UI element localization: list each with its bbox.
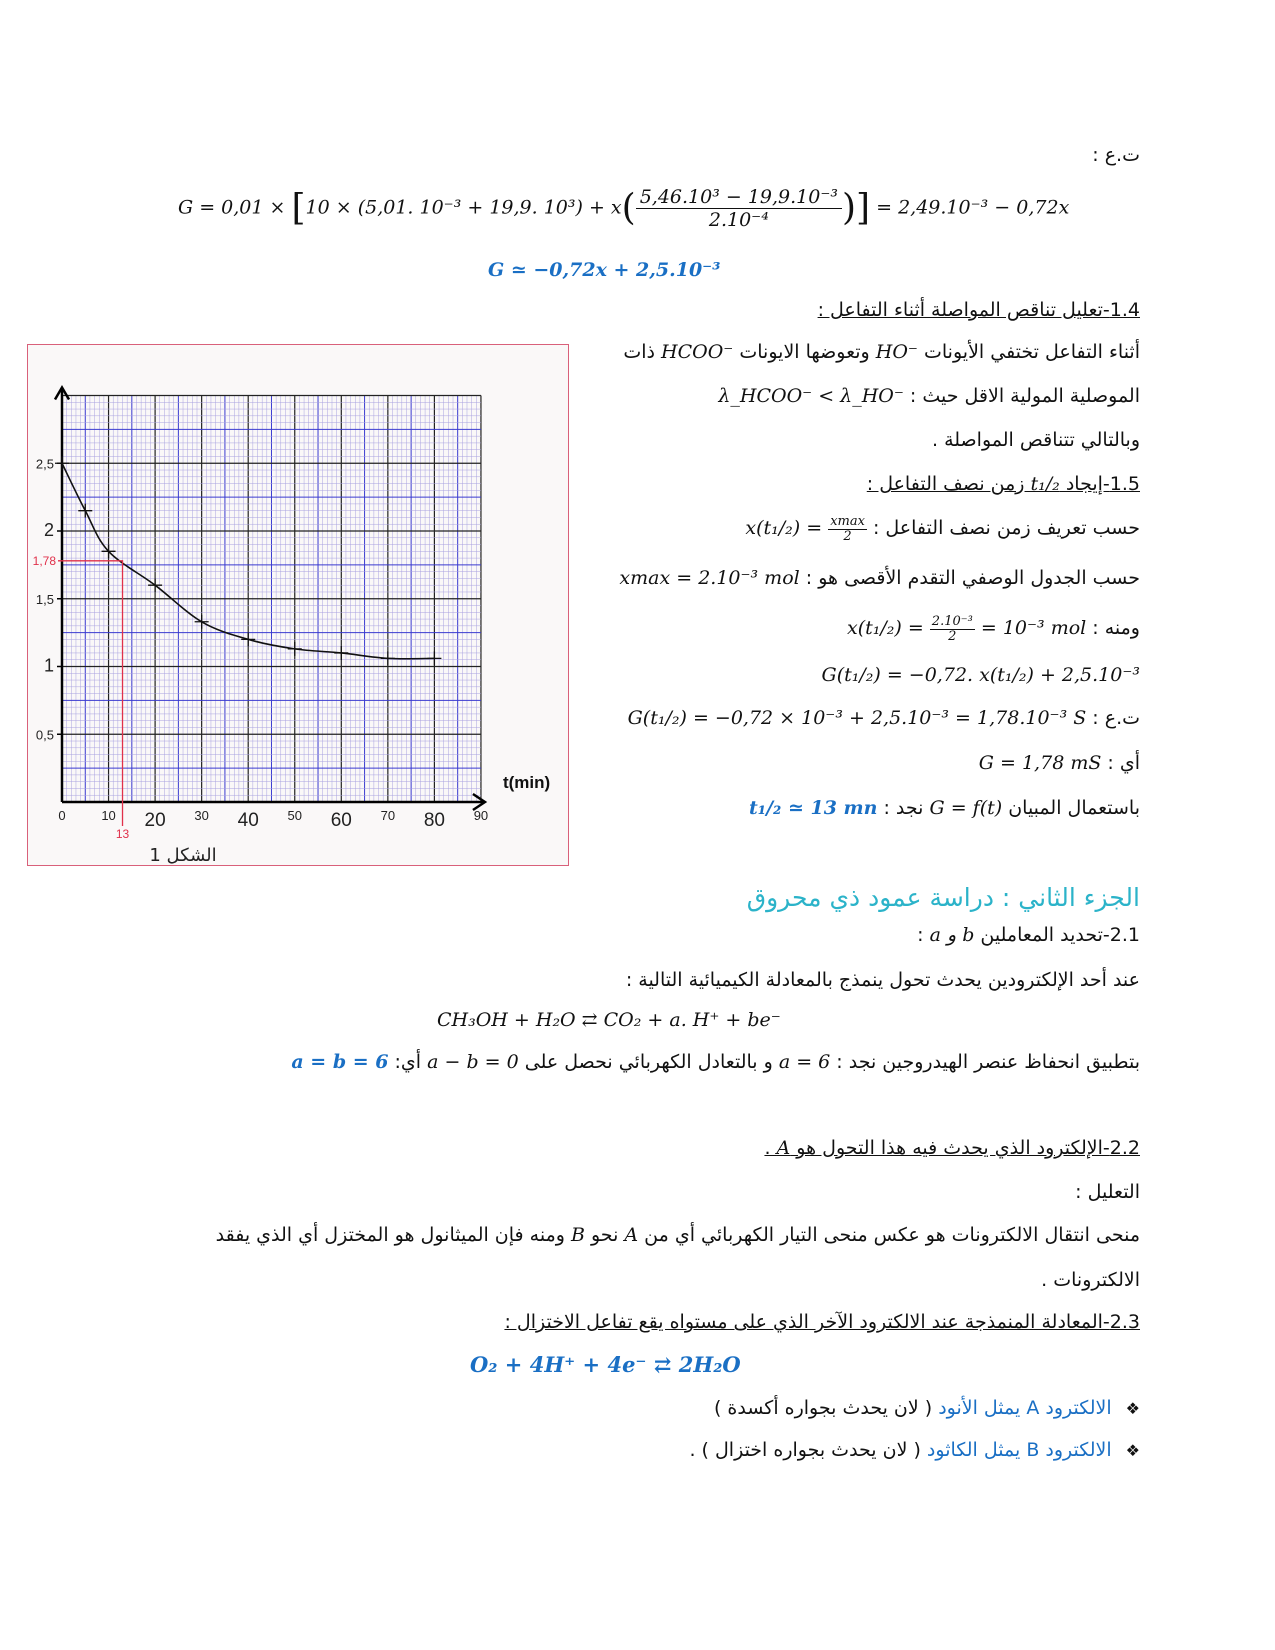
formula-fraction: [636, 186, 842, 231]
annotation-x-label: 13: [115, 827, 130, 841]
formula-conductance: [178, 186, 1069, 231]
text-line: الموصلية المولية الاقل حيث : λ_HCOO⁻ < λ_HO⁻: [718, 385, 1140, 407]
figure-caption: الشكل 1: [149, 845, 217, 865]
text-line: حسب الجدول الوصفي التقدم الأقصى هو : xmax = 2.10⁻³ mol: [619, 567, 1140, 589]
bracket: (: [621, 187, 636, 229]
x-axis-label: t(min): [502, 773, 551, 792]
x-tick-label: 10: [101, 808, 116, 823]
text-line: ومنه : x(t₁/₂) = $\frac{\text{2.10⁻³}}{2}$ = 10⁻³ mol: [846, 613, 1140, 644]
bullet-item: ❖الالكترود B يمثل الكاثود ( لان يحدث بجواره اختزال ) .: [689, 1439, 1140, 1461]
text-line: ت.ع : G(t₁/₂) = −0,72 × 10⁻³ + 2,5.10⁻³ = 1,78.10⁻³ S: [627, 707, 1140, 729]
x-tick-label: 90: [473, 808, 489, 823]
text-line: G(t₁/₂) = −0,72. x(t₁/₂) + 2,5.10⁻³: [821, 664, 1140, 686]
text-line: باستعمال المبيان G = f(t) نجد : t₁/₂ ≃ 13 mn: [748, 797, 1140, 819]
x-tick-label: 70: [380, 808, 396, 823]
diamond-bullet-icon: ❖: [1125, 1399, 1140, 1418]
text-line: حسب تعريف زمن نصف التفاعل : x(t₁/₂) = $\frac{xmax}{2}$: [745, 513, 1140, 544]
section-2-3-title: 2.3-المعادلة المنمذجة عند الالكترود الآخر الذي على مستواه يقع تفاعل الاختزال :: [504, 1311, 1140, 1333]
bullet-item: ❖الالكترود A يمثل الأنود ( لان يحدث بجواره أكسدة ): [713, 1397, 1140, 1419]
ta-label: ت.ع :: [1092, 144, 1140, 166]
text-line: أي : G = 1,78 mS: [978, 752, 1140, 774]
section-1-4-title: 1.4-تعليل تناقص المواصلة أثناء التفاعل :: [817, 299, 1140, 321]
x-tick-label: 30: [194, 808, 209, 823]
conductance-graph: [27, 344, 569, 866]
bracket: [: [291, 187, 306, 229]
y-tick-label: 2: [43, 520, 54, 540]
fraction-numerator: 5,46.10³ − 19,9.10⁻³: [636, 186, 842, 209]
diamond-bullet-icon: ❖: [1125, 1441, 1140, 1460]
section-2-2-title: 2.2-الإلكترود الذي يحدث فيه هذا التحول هو A .: [764, 1137, 1140, 1159]
x-tick-label: 50: [287, 808, 302, 823]
formula-inner: 10 × (5,01. 10⁻³ + 19,9. 10³) + x: [305, 196, 622, 219]
text-line: وبالتالي تتناقص المواصلة .: [931, 429, 1140, 451]
section-1-5-title: 1.5-إيجاد t₁/₂ زمن نصف التفاعل :: [866, 473, 1140, 495]
y-tick-label: 1,5: [35, 591, 54, 607]
result-formula: G ≃ −0,72x + 2,5.10⁻³: [488, 259, 721, 281]
formula-right: = 2,49.10⁻³ − 0,72x: [870, 196, 1070, 219]
section-2-1-title: 2.1-تحديد المعاملين a و b :: [917, 924, 1140, 946]
x-tick-label: 60: [330, 810, 352, 831]
text-line: منحى انتقال الالكترونات هو عكس منحى التيار الكهربائي أي من A نحو B ومنه فإن الميثانول هو المختزل أي الذي يفقد: [215, 1224, 1140, 1246]
reduction-equation: O₂ + 4H⁺ + 4e⁻ ⇄ 2H₂O: [470, 1352, 741, 1377]
chart-svg: [28, 345, 568, 865]
text-line: أثناء التفاعل تختفي الأيونات HO⁻ وتعوضها الايونات HCOO⁻ ذات: [623, 341, 1140, 363]
bracket: )]: [842, 187, 871, 229]
x-tick-label: 80: [423, 810, 445, 831]
y-tick-label: 0,5: [35, 727, 54, 743]
chemical-equation: CH₃OH + H₂O ⇄ CO₂ + a. H⁺ + be⁻: [437, 1009, 781, 1031]
x-tick-label: 20: [144, 810, 166, 831]
text-line: بتطبيق انحفاظ عنصر الهيدروجين نجد : a = 6 و بالتعادل الكهربائي نحصل على a − b = 0 أي: a = b = 6: [291, 1051, 1140, 1073]
text-line: عند أحد الإلكترودين يحدث تحول ينمذج بالمعادلة الكيميائية التالية :: [625, 969, 1140, 991]
part-two-heading: الجزء الثاني : دراسة عمود ذي محروق: [746, 883, 1140, 912]
y-tick-label: 1: [43, 655, 54, 676]
annotation-y-label: 1,78: [32, 553, 56, 568]
y-tick-label: 2,5: [35, 456, 54, 472]
formula-left: G = 0,01 ×: [178, 196, 292, 219]
text-line: الالكترونات .: [1041, 1269, 1140, 1291]
fraction-denominator: 2.10⁻⁴: [708, 209, 769, 231]
x-tick-label: 0: [58, 808, 66, 823]
justification-label: التعليل :: [1075, 1181, 1140, 1203]
x-tick-label: 40: [237, 810, 259, 831]
